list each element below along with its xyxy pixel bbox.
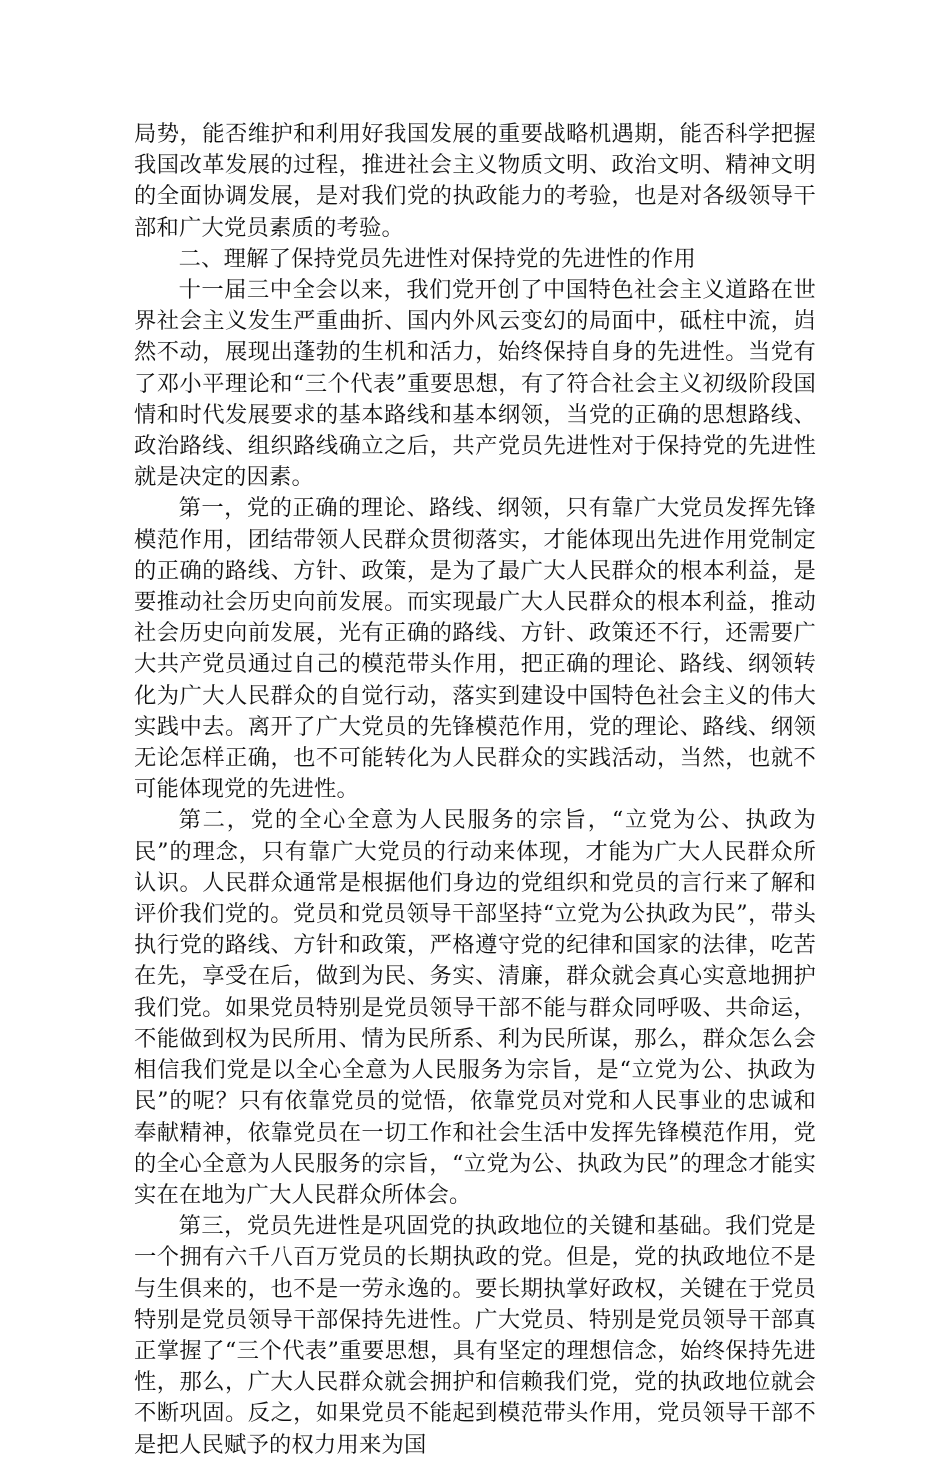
paragraph-first-point: 第一，党的正确的理论、路线、纲领，只有靠广大党员发挥先锋模范作用，团结带领人民群众贯彻落实，才能体现出先进作用党制定的正确的路线、方针、政策，是为了最广大人民群众的根本利益，是要推动社会历史向前发展。而实现最广大人民群众的根本利益，推动社会历史向前发展，光有正确的路线、方针、政策还不行，还需要广大共产党员通过自己的模范带头作用，把正确的理论、路线、纲领转化为广大人民群众的自觉行动，落实到建设中国特色社会主义的伟大实践中去。离开了广大党员的先锋模范作用，党的理论、路线、纲领无论怎样正确，也不可能转化为人民群众的实践活动，当然，也就不可能体现党的先进性。 [134, 495, 816, 803]
section-heading: 二、理解了保持党员先进性对保持党的先进性的作用 [178, 245, 697, 272]
paragraph-second-point: 第二，党的全心全意为人民服务的宗旨，“立党为公、执政为民”的理念，只有靠广大党员的行动来体现，才能为广大人民群众所认识。人民群众通常是根据他们身边的党组织和党员的言行来了解和评价我们党的。党员和党员领导干部坚持“立党为公执政为民”，带头执行党的路线、方针和政策，严格遵守党的纪律和国家的法律，吃苦在先，享受在后，做到为民、务实、清廉，群众就会真心实意地拥护我们党。如果党员特别是党员领导干部不能与群众同呼吸、共命运，不能做到权为民所用、情为民所系、利为民所谋，那么，群众怎么会相信我们党是以全心全意为人民服务为宗旨，是“立党为公、执政为民”的呢？只有依靠党员的觉悟，依靠党员对党和人民事业的忠诚和奉献精神，依靠党员在一切工作和社会生活中发挥先锋模范作用，党的全心全意为人民服务的宗旨，“立党为公、执政为民”的理念才能实实在在地为广大人民群众所体会。 [134, 807, 816, 1208]
paragraph-third-point: 第三，党员先进性是巩固党的执政地位的关键和基础。我们党是一个拥有六千八百万党员的长期执政的党。但是，党的执政地位不是与生俱来的，也不是一劳永逸的。要长期执掌好政权，关键在于党员特别是党员领导干部保持先进性。广大党员、特别是党员领导干部真正掌握了“三个代表”重要思想，具有坚定的理想信念，始终保持先进性，那么，广大人民群众就会拥护和信赖我们党，党的执政地位就会不断巩固。反之，如果党员不能起到模范带头作用，党员领导干部不是把人民赋予的权力用来为国 [134, 1213, 816, 1458]
paragraph-continuation: 局势，能否维护和利用好我国发展的重要战略机遇期，能否科学把握我国改革发展的过程，推进社会主义物质文明、政治文明、精神文明的全面协调发展，是对我们党的执政能力的考验，也是对各级领导干部和广大党员素质的考验。 [134, 121, 816, 241]
paragraph: 十一届三中全会以来，我们党开创了中国特色社会主义道路在世界社会主义发生严重曲折、国内外风云变幻的局面中，砥柱中流，岿然不动，展现出蓬勃的生机和活力，始终保持自身的先进性。当党有了邓小平理论和“三个代表”重要思想，有了符合社会主义初级阶段国情和时代发展要求的基本路线和基本纲领，当党的正确的思想路线、政治路线、组织路线确立之后，共产党员先进性对于保持党的先进性就是决定的因素。 [134, 277, 816, 491]
document-body [134, 119, 816, 1461]
